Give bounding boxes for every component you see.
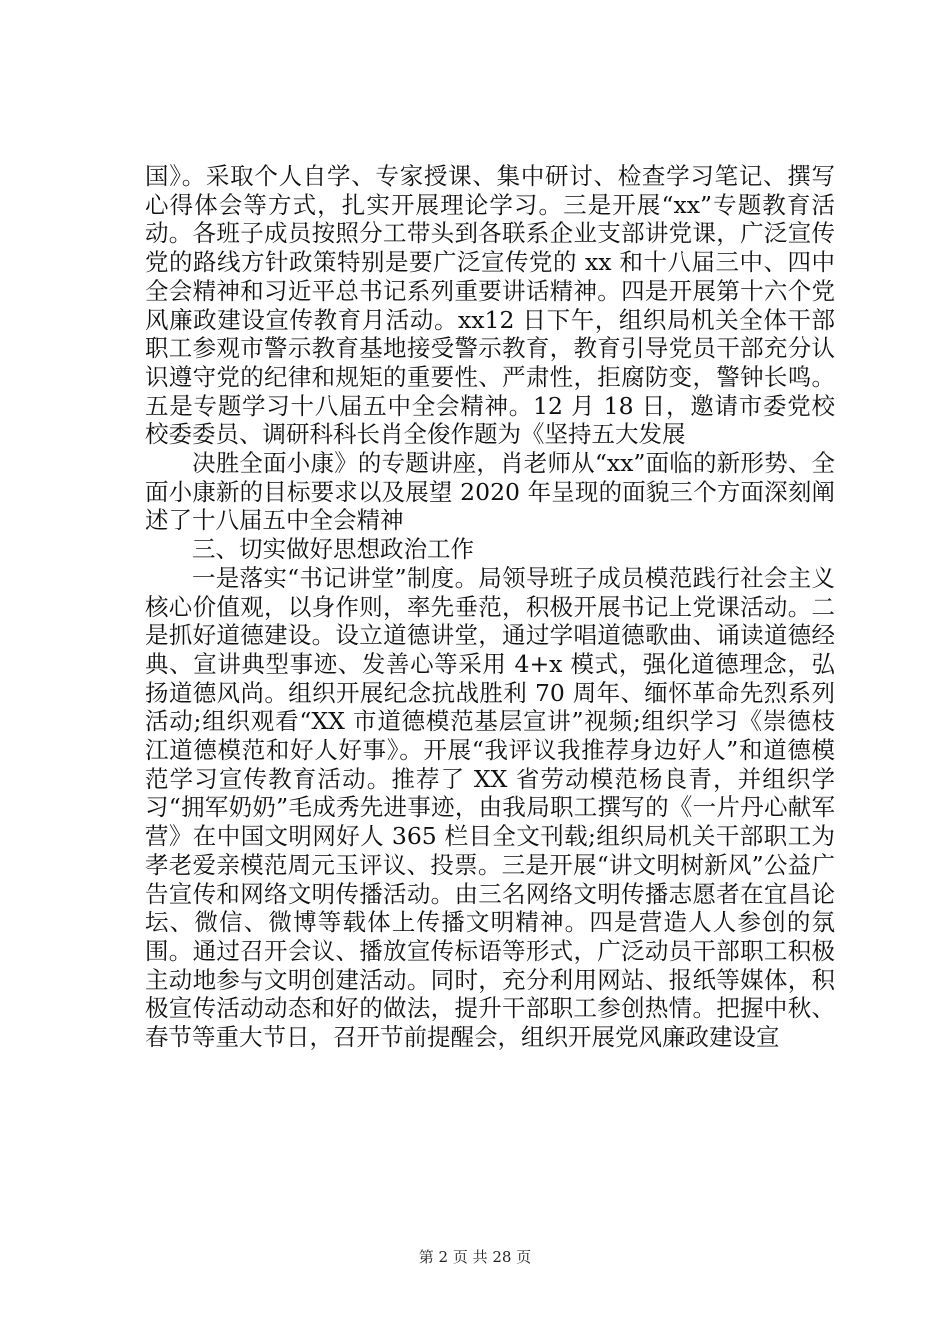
- page-footer: 第 2 页 共 28 页: [418, 1248, 532, 1266]
- paragraph-political-work: 一是落实“书记讲堂”制度。局领导班子成员模范践行社会主义核心价值观，以身作则，率先垂范，积极开展书记上党课活动。二是抓好道德建设。设立道德讲堂，通过学唱道德歌曲、诵读道德经典、宣讲典型事迹、发善心等采用 4+x 模式，强化道德理念，弘扬道德风尚。组织开展纪念抗战胜利 70 周年、缅怀革命先烈系列活动;组织观看“XX 市道德模范基层宣讲”视频;组织学习《崇德枝江道德模范和好人好事》。开展“我评议我推荐身边好人”和道德模范学习宣传教育活动。推荐了 XX 省劳动模范杨良青，并组织学习“拥军奶奶”毛成秀先进事迹，由我局职工撰写的《一片丹心献军营》在中国文明网好人 365 栏目全文刊载;组织局机关干部职工为孝老爱亲模范周元玉评议、投票。三是开展“讲文明树新风”公益广告宣传和网络文明传播活动。由三名网络文明传播志愿者在宜昌论坛、微信、微博等载体上传播文明精神。四是营造人人参创的氛围。通过召开会议、播放宣传标语等形式，广泛动员干部职工积极主动地参与文明创建活动。同时，充分利用网站、报纸等媒体，积极宣传活动动态和好的做法，提升干部职工参创热情。把握中秋、春节等重大节日，召开节前提醒会，组织开展党风廉政建设宣: [145, 563, 835, 1052]
- paragraph-study: 国》。采取个人自学、专家授课、集中研讨、检查学习笔记、撰写心得体会等方式，扎实开展理论学习。三是开展“xx”专题教育活动。各班子成员按照分工带头到各联系企业支部讲党课，广泛宣传党的路线方针政策特别是要广泛宣传党的 xx 和十八届三中、四中全会精神和习近平总书记系列重要讲话精神。四是开展第十六个党风廉政建设宣传教育月活动。xx12 日下午，组织局机关全体干部职工参观市警示教育基地接受警示教育，教育引导党员干部充分认识遵守党的纪律和规矩的重要性、严肃性，拒腐防变，警钟长鸣。五是专题学习十八届五中全会精神。12 月 18 日，邀请市委党校校委委员、调研科科长肖全俊作题为《坚持五大发展: [145, 162, 835, 449]
- document-body: [145, 162, 835, 1052]
- paragraph-lecture: 决胜全面小康》的专题讲座，肖老师从“xx”面临的新形势、全面小康新的目标要求以及展望 2020 年呈现的面貌三个方面深刻阐述了十八届五中全会精神: [145, 449, 835, 535]
- section-heading-3: 三、切实做好思想政治工作: [192, 535, 474, 564]
